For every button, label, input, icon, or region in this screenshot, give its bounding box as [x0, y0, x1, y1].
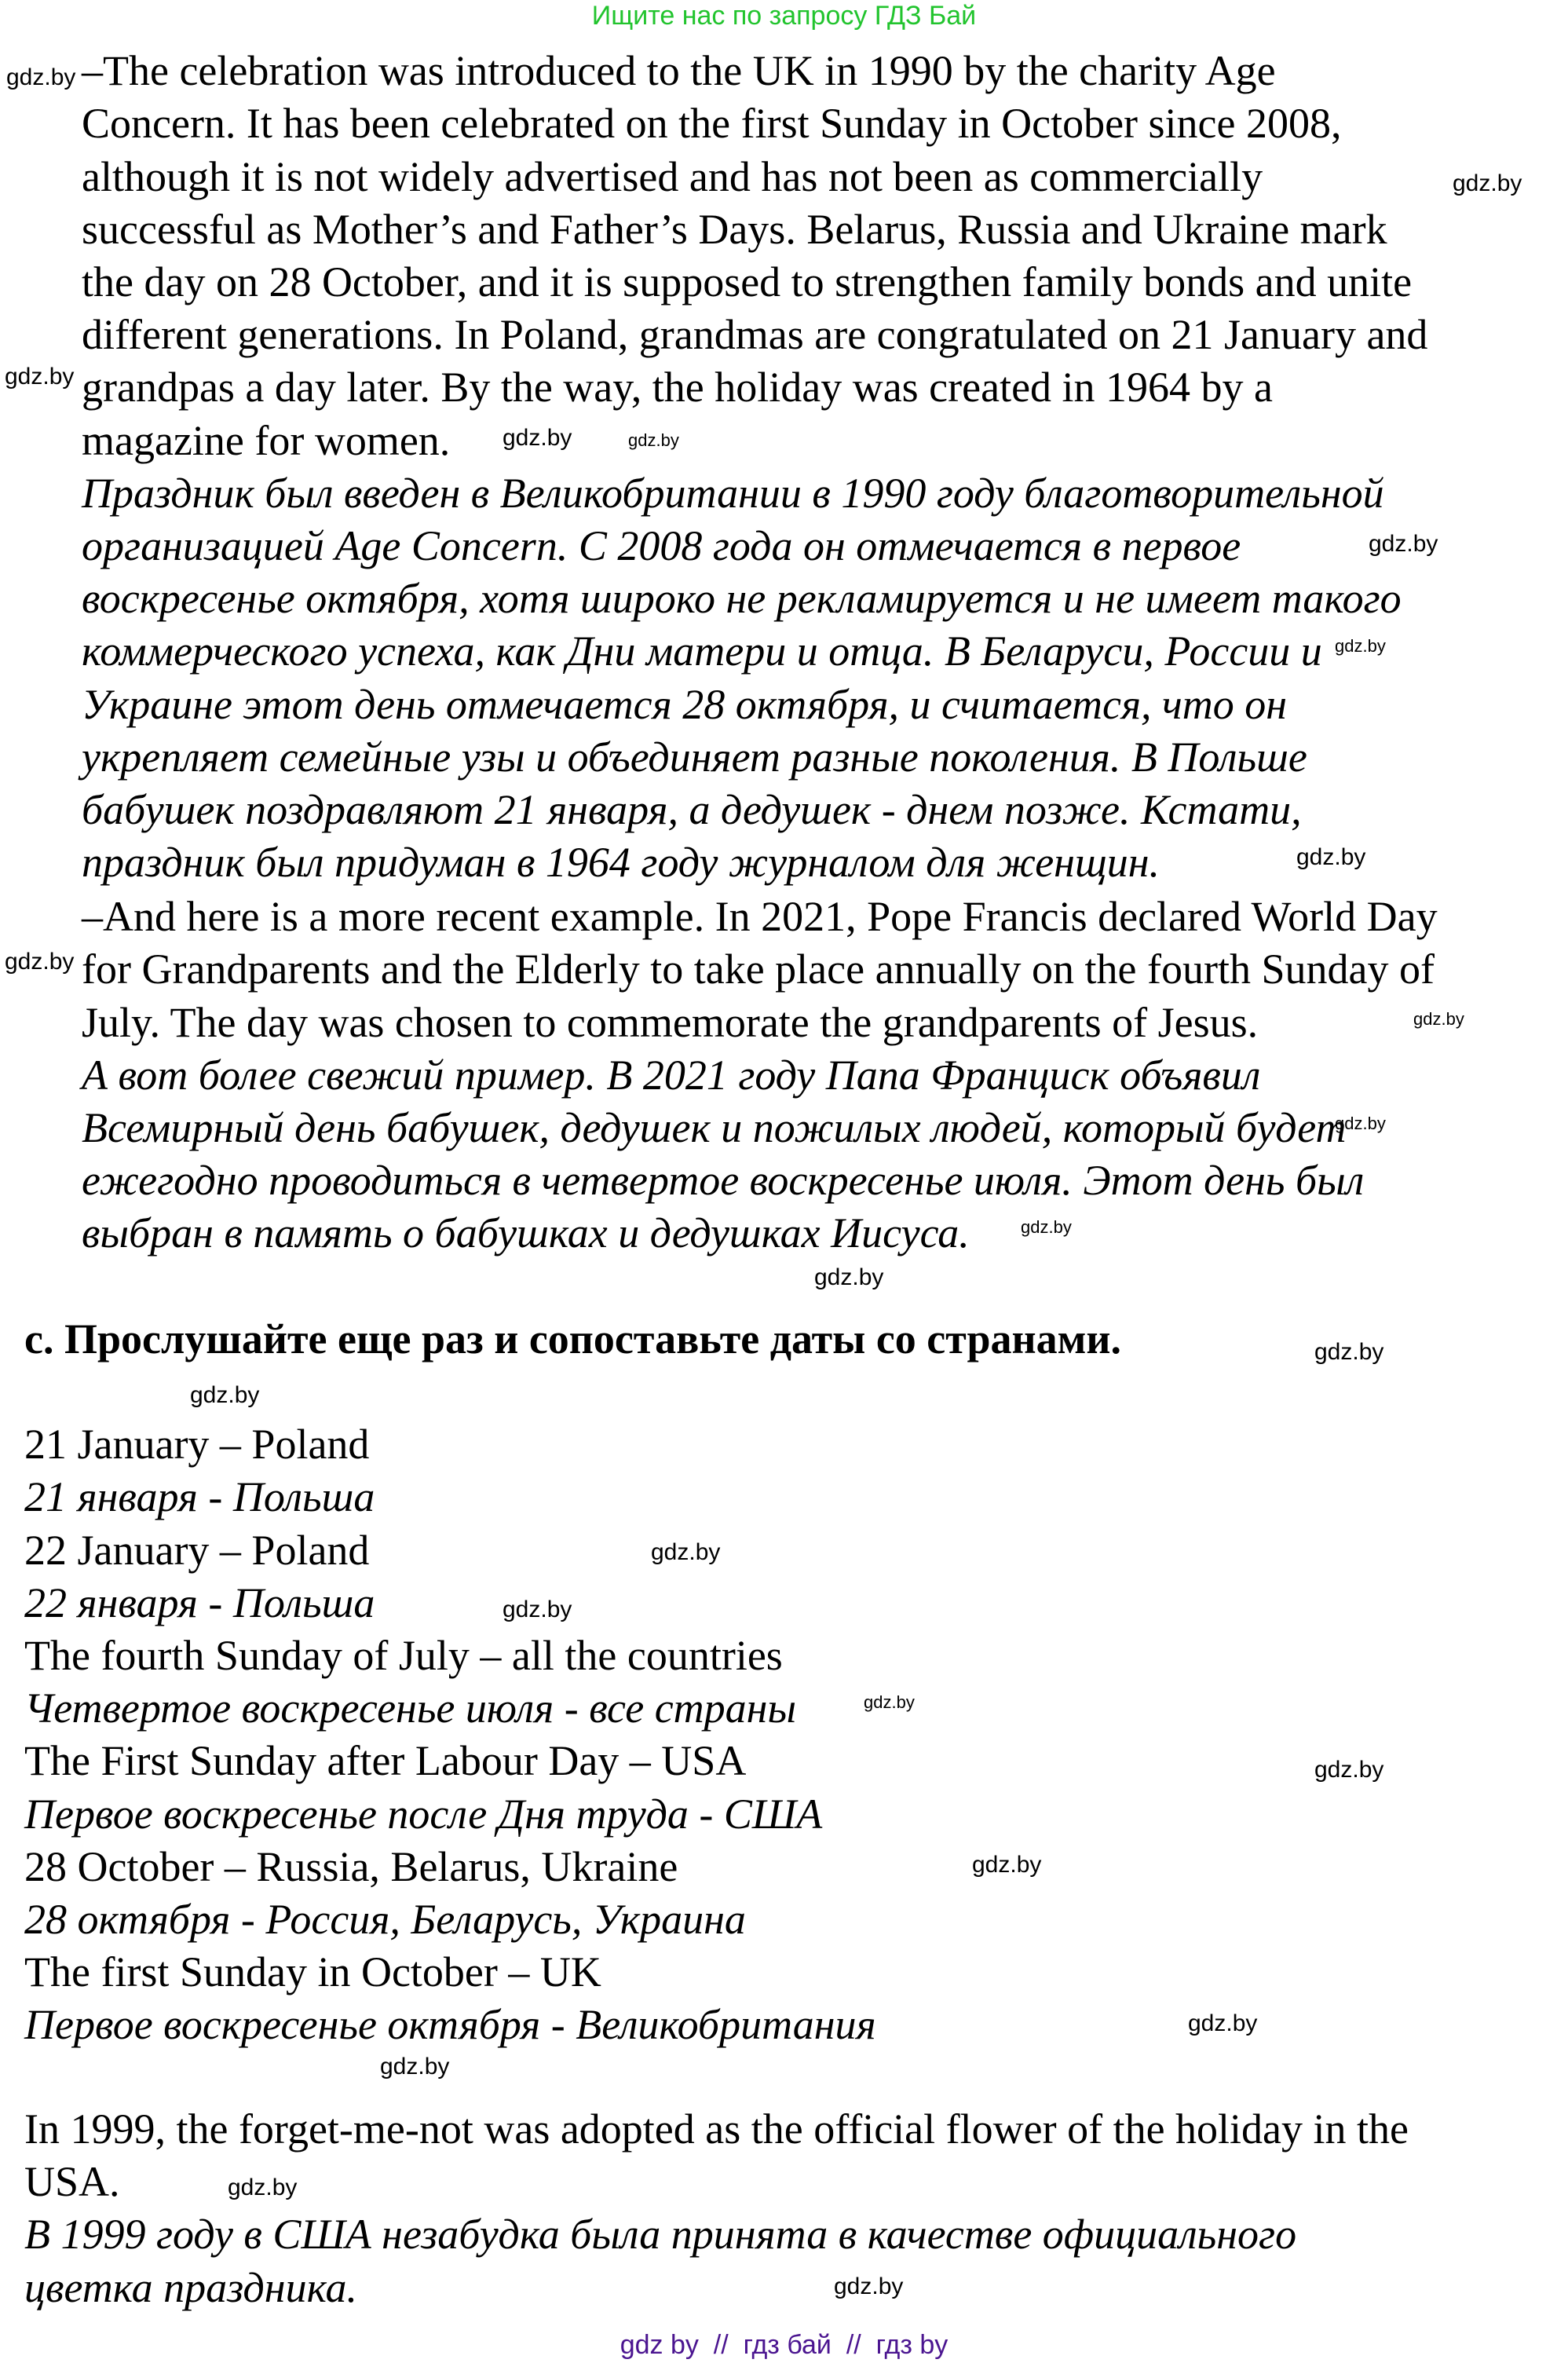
watermark: gdz.by: [503, 1597, 572, 1622]
match-translation: 21 января - Польша: [24, 1473, 375, 1520]
text-line: although it is not widely advertised and has not been as commercially: [82, 153, 1263, 200]
translation-line: В 1999 году в США незабудка была принята в качестве официального: [24, 2211, 1297, 2258]
translation-line: воскресенье октября, хотя широко не рекламируется и не имеет такого: [82, 575, 1402, 622]
watermark: gdz.by: [228, 2175, 298, 2200]
watermark: gdz.by: [864, 1692, 915, 1712]
match-translation: 22 января - Польша: [24, 1579, 375, 1626]
match-translation: 28 октября - Россия, Беларусь, Украина: [24, 1896, 746, 1943]
watermark: gdz.by: [1453, 170, 1522, 196]
watermark: gdz.by: [628, 430, 679, 450]
text-line: magazine for women.: [82, 417, 451, 464]
watermark: gdz.by: [1314, 1757, 1384, 1783]
site-banner: Ищите нас по запросу ГДЗ Бай: [591, 1, 977, 31]
watermark: gdz.by: [972, 1852, 1042, 1878]
translation-line: Всемирный день бабушек, дедушек и пожилых людей, который будет: [82, 1104, 1347, 1151]
text-line: the day on 28 October, and it is supposed to strengthen family bonds and unite: [82, 258, 1413, 305]
watermark: gdz.by: [814, 1264, 884, 1290]
watermark: gdz.by: [651, 1539, 721, 1565]
watermark: gdz.by: [5, 949, 75, 975]
translation-line: бабушек поздравляют 21 января, а дедушек - днем позже. Кстати,: [82, 786, 1302, 833]
watermark: gdz.by: [5, 364, 75, 390]
watermark: gdz.by: [380, 2054, 450, 2080]
text-line: Concern. It has been celebrated on the first Sunday in October since 2008,: [82, 100, 1342, 147]
match-item: The fourth Sunday of July – all the countries: [24, 1632, 783, 1679]
text-line: different generations. In Poland, grandmas are congratulated on 21 January and: [82, 311, 1428, 358]
watermark: gdz.by: [1335, 1114, 1386, 1133]
footer-links[interactable]: gdz by // гдз бай // гдз by: [620, 2330, 948, 2360]
text-line: successful as Mother’s and Father’s Days. Belarus, Russia and Ukraine mark: [82, 206, 1387, 253]
translation-line: Украине этот день отмечается 28 октября, и считается, что он: [82, 681, 1288, 728]
translation-line: коммерческого успеха, как Дни матери и отца. В Беларуси, России и: [82, 627, 1322, 675]
text-line: –The celebration was introduced to the UK in 1990 by the charity Age: [82, 47, 1276, 94]
watermark: gdz.by: [1188, 2010, 1258, 2036]
match-item: 22 January – Poland: [24, 1527, 370, 1574]
task-heading: c. Прослушайте еще раз и сопоставьте даты со странами.: [24, 1315, 1121, 1363]
translation-line: организацией Age Concern. С 2008 года он отмечается в первое: [82, 522, 1241, 569]
translation-line: цветка праздника.: [24, 2264, 357, 2311]
watermark: gdz.by: [1296, 844, 1366, 870]
match-item: 28 October – Russia, Belarus, Ukraine: [24, 1843, 678, 1890]
watermark: gdz.by: [1369, 531, 1438, 557]
translation-line: Праздник был введен в Великобритании в 1990 году благотворительной: [82, 470, 1384, 517]
watermark: gdz.by: [6, 64, 76, 90]
translation-line: ежегодно проводиться в четвертое воскресенье июля. Этот день был: [82, 1157, 1365, 1204]
translation-line: праздник был придуман в 1964 году журналом для женщин.: [82, 839, 1160, 886]
watermark: gdz.by: [1413, 1009, 1464, 1029]
text-line: –And here is a more recent example. In 2021, Pope Francis declared World Day: [82, 893, 1438, 940]
watermark: gdz.by: [1021, 1217, 1072, 1237]
text-line: July. The day was chosen to commemorate the grandparents of Jesus.: [82, 999, 1259, 1046]
text-line: for Grandparents and the Elderly to take place annually on the fourth Sunday of: [82, 946, 1435, 993]
watermark: gdz.by: [503, 425, 572, 451]
watermark: gdz.by: [1314, 1339, 1384, 1365]
translation-line: укрепляет семейные узы и объединяет разные поколения. В Польше: [82, 733, 1307, 781]
text-line: In 1999, the forget-me-not was adopted as the official flower of the holiday in the: [24, 2105, 1409, 2153]
text-line: USA.: [24, 2158, 120, 2205]
match-translation: Первое воскресенье октября - Великобритания: [24, 2001, 876, 2048]
translation-line: А вот более свежий пример. В 2021 году Папа Франциск объявил: [82, 1052, 1261, 1099]
match-translation: Четвертое воскресенье июля - все страны: [24, 1684, 797, 1732]
watermark: gdz.by: [1335, 636, 1386, 656]
match-item: The First Sunday after Labour Day – USA: [24, 1737, 747, 1784]
translation-line: выбран в память о бабушках и дедушках Иисуса.: [82, 1209, 970, 1256]
match-item: The first Sunday in October – UK: [24, 1948, 601, 1995]
match-translation: Первое воскресенье после Дня труда - США: [24, 1791, 823, 1838]
match-item: 21 January – Poland: [24, 1421, 370, 1468]
text-line: grandpas a day later. By the way, the holiday was created in 1964 by a: [82, 364, 1274, 411]
watermark: gdz.by: [834, 2273, 904, 2299]
watermark: gdz.by: [190, 1382, 260, 1408]
